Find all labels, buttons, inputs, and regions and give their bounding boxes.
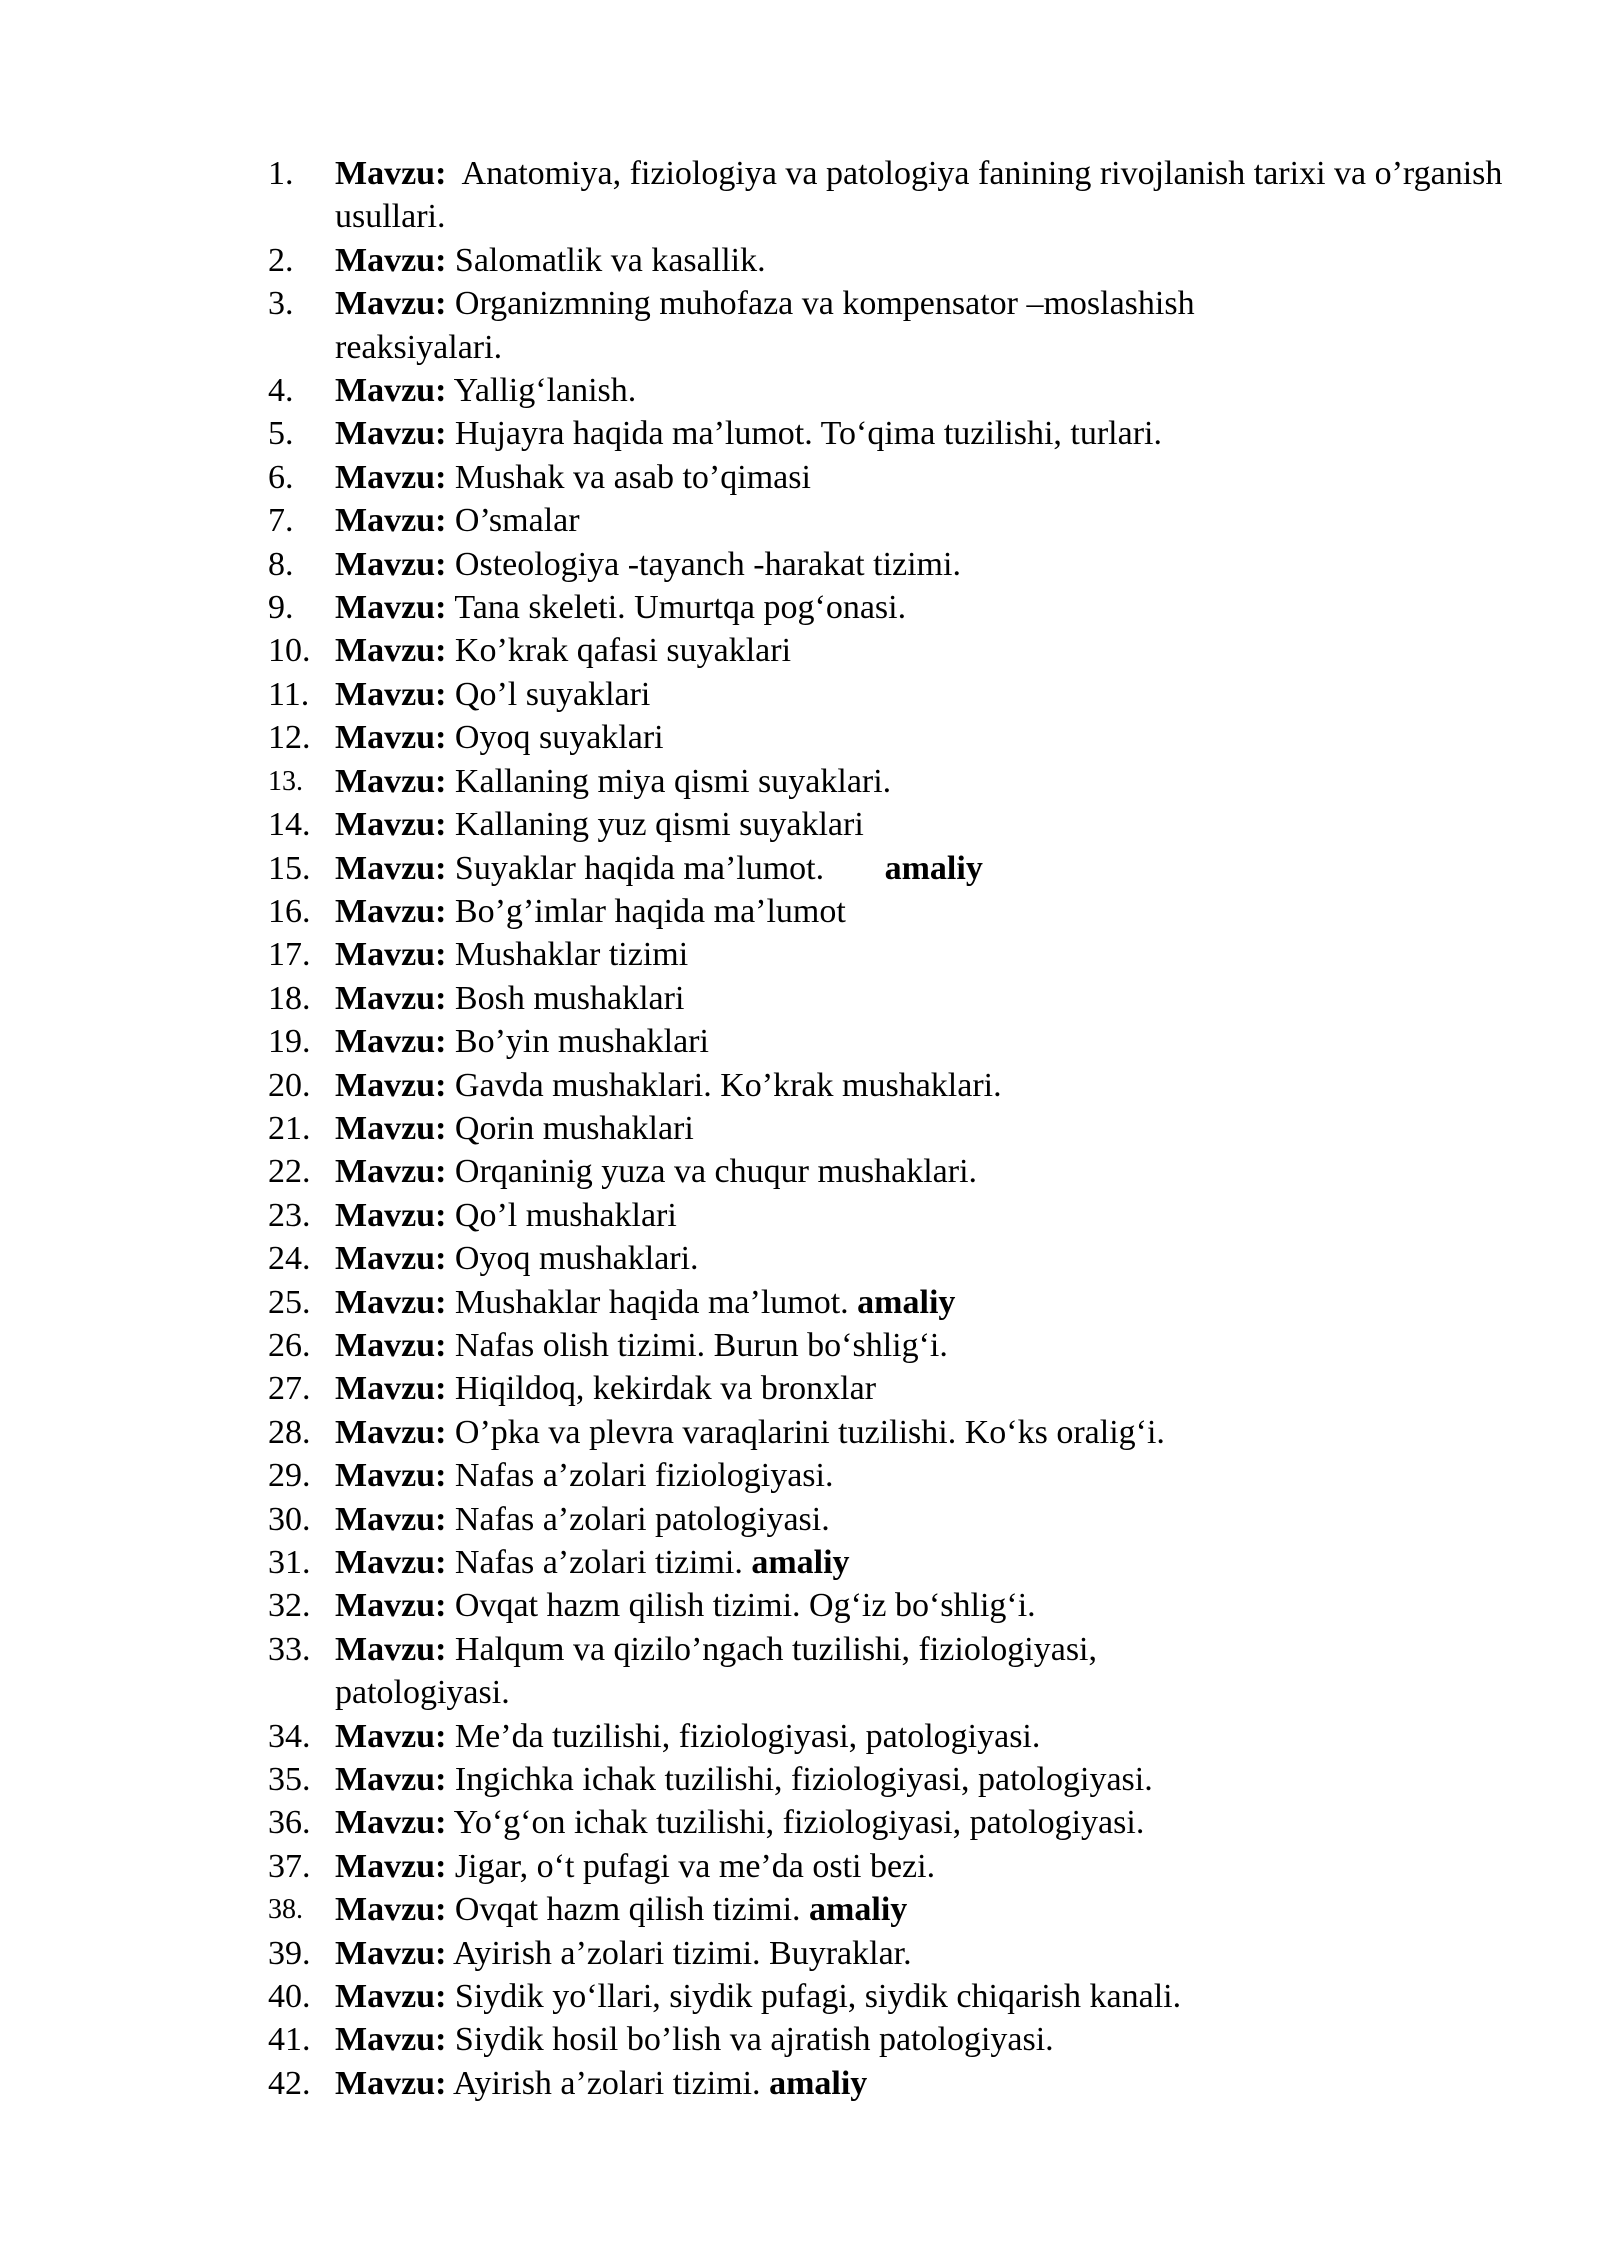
topic-label: Mavzu: <box>335 1934 447 1972</box>
topic-item <box>268 586 1508 629</box>
topic-item <box>268 673 1508 716</box>
topic-item <box>268 803 1508 846</box>
topic-label: Mavzu: <box>335 1630 447 1668</box>
topic-label: Mavzu: <box>335 502 447 540</box>
topic-number: 30. <box>268 1500 311 1538</box>
topic-item <box>268 1324 1508 1367</box>
topic-text: Gavda mushaklari. Ko’krak mushaklari. <box>454 1066 1002 1104</box>
topic-number: 2. <box>268 241 294 279</box>
topic-text: Mushak va asab to’qimasi <box>454 458 811 496</box>
topic-label: Mavzu: <box>335 1326 447 1364</box>
topic-item <box>268 152 1508 239</box>
topic-number: 9. <box>268 589 294 627</box>
topic-number: 3. <box>268 285 294 323</box>
topic-number: 6. <box>268 458 294 496</box>
topic-text: Yallig‘lanish. <box>453 372 637 410</box>
topic-label: Mavzu: <box>335 936 447 974</box>
topic-text: Mushaklar tizimi <box>454 936 689 974</box>
topic-text: Nafas olish tizimi. Burun bo‘shlig‘i. <box>454 1326 948 1364</box>
topic-number: 12. <box>268 719 311 757</box>
topic-number: 10. <box>268 632 311 670</box>
topic-item <box>268 412 1508 455</box>
topic-item <box>268 629 1508 672</box>
topic-label: Mavzu: <box>335 155 447 192</box>
topic-number: 8. <box>268 545 294 583</box>
topic-label: Mavzu: <box>335 892 447 930</box>
topic-text: Ko’krak qafasi suyaklari <box>454 632 792 670</box>
practical-tag: amaliy <box>809 1891 908 1929</box>
topic-item <box>268 2062 1508 2105</box>
topic-text: Ovqat hazm qilish tizimi. <box>454 1891 801 1929</box>
topic-number: 11. <box>268 675 310 713</box>
topic-item <box>268 716 1508 759</box>
topic-number: 7. <box>268 502 294 540</box>
topic-text: Kallaning miya qismi suyaklari. <box>454 762 892 800</box>
topic-text: Nafas a’zolari fiziologiyasi. <box>454 1457 834 1495</box>
practical-tag: amaliy <box>769 2064 868 2102</box>
topic-label: Mavzu: <box>335 1413 447 1451</box>
topic-text: Anatomiya, fiziologiya va patologiya fanining rivojlanish tarixi va o’rganish usullari. <box>335 155 1503 236</box>
topic-text: Siydik yo‘llari, siydik pufagi, siydik chiqarish kanali. <box>454 1978 1182 2016</box>
topic-number: 39. <box>268 1934 311 1972</box>
topic-number: 5. <box>268 415 294 453</box>
topic-label: Mavzu: <box>335 1370 447 1408</box>
topic-text: Organizmning muhofaza va kompensator –moslashish reaksiyalari. <box>335 285 1195 366</box>
topic-label: Mavzu: <box>335 806 447 844</box>
topic-item <box>268 1367 1508 1410</box>
topic-text: Kallaning yuz qismi suyaklari <box>454 806 864 844</box>
topic-label: Mavzu: <box>335 415 447 453</box>
topic-label: Mavzu: <box>335 1240 447 1278</box>
topic-label: Mavzu: <box>335 285 447 323</box>
topic-number: 21. <box>268 1109 311 1147</box>
topic-number: 26. <box>268 1326 311 1364</box>
topic-text: O’smalar <box>454 502 580 540</box>
topic-item <box>268 1715 1508 1758</box>
topic-text: Qo’l suyaklari <box>454 675 651 713</box>
topic-label: Mavzu: <box>335 372 447 410</box>
topic-text: Salomatlik va kasallik. <box>454 241 766 279</box>
topic-number: 34. <box>268 1717 311 1755</box>
topic-text: Suyaklar haqida ma’lumot. <box>454 849 825 887</box>
topic-text: Ovqat hazm qilish tizimi. Og‘iz bo‘shlig‘i. <box>454 1587 1036 1625</box>
topic-label: Mavzu: <box>335 1587 447 1625</box>
topic-item <box>268 1975 1508 2018</box>
topic-label: Mavzu: <box>335 632 447 670</box>
topic-item <box>268 1888 1508 1931</box>
topic-item <box>268 1454 1508 1497</box>
topic-number: 24. <box>268 1240 311 1278</box>
topic-text: Bo’g’imlar haqida ma’lumot <box>454 892 846 930</box>
topic-item <box>268 933 1508 976</box>
topic-number: 32. <box>268 1587 311 1625</box>
topic-label: Mavzu: <box>335 1109 447 1147</box>
topic-text: Tana skeleti. Umurtqa pog‘onasi. <box>454 589 907 627</box>
topic-item <box>268 456 1508 499</box>
topic-text: Bo’yin mushaklari <box>454 1023 709 1061</box>
topic-item <box>268 1020 1508 1063</box>
topic-text: Mushaklar haqida ma’lumot. <box>454 1283 849 1321</box>
topic-label: Mavzu: <box>335 1153 447 1191</box>
topic-number: 23. <box>268 1196 311 1234</box>
topic-item <box>268 499 1508 542</box>
topic-label: Mavzu: <box>335 719 447 757</box>
topic-number: 17. <box>268 936 311 974</box>
topic-number: 41. <box>268 2021 311 2059</box>
topic-text: Oyoq suyaklari <box>454 719 664 757</box>
topic-text: Nafas a’zolari patologiyasi. <box>454 1500 830 1538</box>
topic-item <box>268 1107 1508 1150</box>
topic-item <box>268 1584 1508 1627</box>
topic-text: Siydik hosil bo’lish va ajratish patologiyasi. <box>454 2021 1054 2059</box>
topic-number: 14. <box>268 806 311 844</box>
topic-label: Mavzu: <box>335 1023 447 1061</box>
topic-label: Mavzu: <box>335 979 447 1017</box>
topic-item <box>268 2018 1508 2061</box>
topic-label: Mavzu: <box>335 2064 447 2102</box>
topic-number: 38. <box>268 1894 303 1926</box>
topic-number: 42. <box>268 2064 311 2102</box>
topic-item <box>268 1064 1508 1107</box>
topic-item <box>268 543 1508 586</box>
topic-label: Mavzu: <box>335 1847 447 1885</box>
topic-item <box>268 977 1508 1020</box>
topic-item <box>268 760 1508 803</box>
topic-label: Mavzu: <box>335 849 447 887</box>
topic-number: 15. <box>268 849 311 887</box>
topic-item <box>268 239 1508 282</box>
topic-text: Oyoq mushaklari. <box>454 1240 699 1278</box>
topic-label: Mavzu: <box>335 1761 447 1799</box>
topic-text: Osteologiya -tayanch -harakat tizimi. <box>454 545 961 583</box>
topic-number: 19. <box>268 1023 311 1061</box>
topic-item <box>268 1237 1508 1280</box>
topic-number: 40. <box>268 1978 311 2016</box>
topic-label: Mavzu: <box>335 1283 447 1321</box>
topic-number: 13. <box>268 765 303 797</box>
topic-text: Bosh mushaklari <box>454 979 685 1017</box>
topic-text: Hujayra haqida ma’lumot. To‘qima tuzilishi, turlari. <box>454 415 1162 453</box>
topic-item <box>268 282 1275 369</box>
topic-item <box>268 1628 1275 1715</box>
topic-number: 35. <box>268 1761 311 1799</box>
topic-item <box>268 1281 1508 1324</box>
practical-tag: amaliy <box>751 1544 850 1581</box>
topic-text: Yo‘g‘on ichak tuzilishi, fiziologiyasi, patologiyasi. <box>453 1804 1145 1842</box>
topic-text: Nafas a’zolari tizimi. <box>454 1544 743 1581</box>
practical-tag: amaliy <box>884 849 983 887</box>
topic-label: Mavzu: <box>335 2021 447 2059</box>
topic-number: 33. <box>268 1630 311 1668</box>
topic-number: 31. <box>268 1544 311 1581</box>
topic-item <box>268 847 1508 890</box>
topic-text: Qorin mushaklari <box>454 1109 694 1147</box>
topic-label: Mavzu: <box>335 1804 447 1842</box>
topic-text: Orqaninig yuza va chuqur mushaklari. <box>454 1153 978 1191</box>
topic-number: 1. <box>268 155 294 192</box>
topic-label: Mavzu: <box>335 545 447 583</box>
topic-label: Mavzu: <box>335 1500 447 1538</box>
topic-item <box>268 1411 1508 1454</box>
topic-text: Jigar, o‘t pufagi va me’da osti bezi. <box>454 1847 936 1885</box>
topic-item <box>268 1541 1508 1584</box>
topic-label: Mavzu: <box>335 1891 447 1929</box>
topic-text: Ayirish a’zolari tizimi. Buyraklar. <box>453 1934 912 1972</box>
topic-item <box>268 890 1508 933</box>
topic-label: Mavzu: <box>335 1978 447 2016</box>
topic-text: Ayirish a’zolari tizimi. <box>453 2064 761 2102</box>
topic-text: Ingichka ichak tuzilishi, fiziologiyasi, patologiyasi. <box>454 1761 1153 1799</box>
practical-tag: amaliy <box>857 1283 956 1321</box>
topic-item <box>268 1150 1508 1193</box>
topic-number: 27. <box>268 1370 311 1408</box>
topic-label: Mavzu: <box>335 589 447 627</box>
topic-list <box>268 152 1508 2105</box>
topic-item <box>268 369 1508 412</box>
topic-number: 22. <box>268 1153 311 1191</box>
topic-label: Mavzu: <box>335 458 447 496</box>
topic-item <box>268 1194 1508 1237</box>
topic-item <box>268 1758 1508 1801</box>
topic-item <box>268 1498 1508 1541</box>
topic-item <box>268 1801 1508 1844</box>
topic-label: Mavzu: <box>335 1457 447 1495</box>
topic-number: 29. <box>268 1457 311 1495</box>
topic-label: Mavzu: <box>335 241 447 279</box>
topic-text: O’pka va plevra varaqlarini tuzilishi. Ko‘ks oralig‘i. <box>454 1413 1165 1451</box>
topic-text: Hiqildoq, kekirdak va bronxlar <box>454 1370 877 1408</box>
topic-label: Mavzu: <box>335 1196 447 1234</box>
topic-label: Mavzu: <box>335 675 447 713</box>
topic-label: Mavzu: <box>335 762 447 800</box>
topic-label: Mavzu: <box>335 1717 447 1755</box>
topic-item <box>268 1845 1508 1888</box>
topic-number: 18. <box>268 979 311 1017</box>
topic-label: Mavzu: <box>335 1544 447 1581</box>
topic-text: Qo’l mushaklari <box>454 1196 677 1234</box>
topic-number: 28. <box>268 1413 311 1451</box>
topic-number: 20. <box>268 1066 311 1104</box>
topic-item <box>268 1932 1508 1975</box>
topic-label: Mavzu: <box>335 1066 447 1104</box>
topic-text: Halqum va qizilo’ngach tuzilishi, fiziologiyasi, patologiyasi. <box>335 1630 1098 1712</box>
topic-number: 37. <box>268 1847 311 1885</box>
topic-text: Me’da tuzilishi, fiziologiyasi, patologiyasi. <box>454 1717 1041 1755</box>
topic-number: 16. <box>268 892 311 930</box>
topic-number: 36. <box>268 1804 311 1842</box>
topic-number: 25. <box>268 1283 311 1321</box>
topic-number: 4. <box>268 372 294 410</box>
